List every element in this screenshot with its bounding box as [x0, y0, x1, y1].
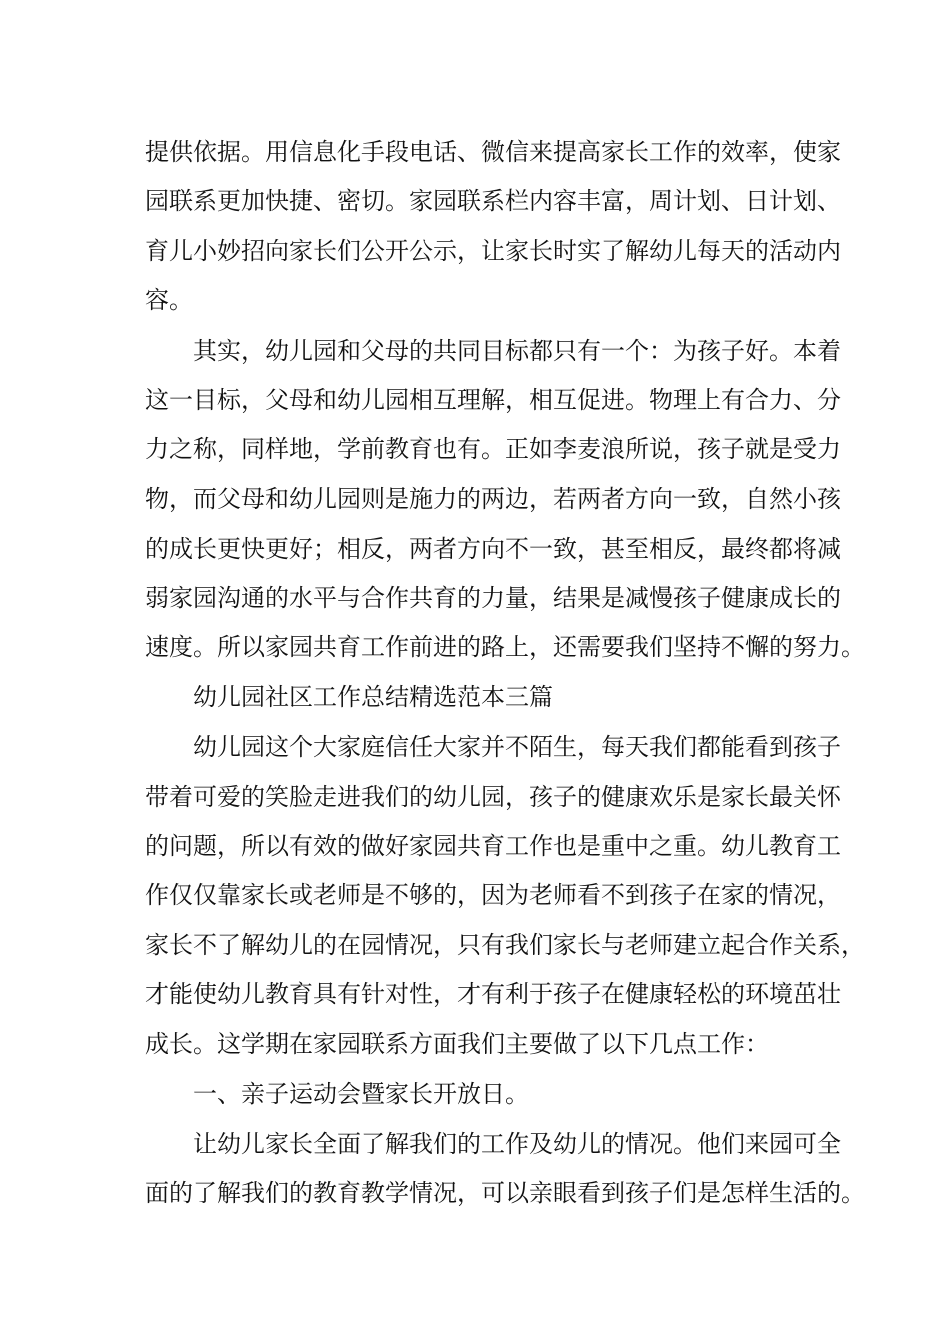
text-line: 面的了解我们的教育教学情况，可以亲眼看到孩子们是怎样生活的。 [145, 1179, 865, 1207]
text-line: 园联系更加快捷、密切。家园联系栏内容丰富，周计划、日计划、 [145, 187, 841, 215]
list-heading: 一、亲子运动会暨家长开放日。 [193, 1080, 529, 1108]
text-line: 家长不了解幼儿的在园情况，只有我们家长与老师建立起合作关系， [145, 931, 865, 959]
text-line: 让幼儿家长全面了解我们的工作及幼儿的情况。他们来园可全 [193, 1130, 841, 1158]
text-line: 带着可爱的笑脸走进我们的幼儿园，孩子的健康欢乐是家长最关怀 [145, 783, 841, 811]
text-line: 力之称，同样地，学前教育也有。正如李麦浪所说，孩子就是受力 [145, 435, 841, 463]
text-line: 的成长更快更好；相反，两者方向不一致，甚至相反，最终都将减 [145, 535, 841, 563]
text-line: 其实，幼儿园和父母的共同目标都只有一个：为孩子好。本着 [193, 337, 841, 365]
text-line: 物，而父母和幼儿园则是施力的两边，若两者方向一致，自然小孩 [145, 485, 841, 513]
text-line: 育儿小妙招向家长们公开公示，让家长时实了解幼儿每天的活动内 [145, 237, 841, 265]
text-line: 作仅仅靠家长或老师是不够的，因为老师看不到孩子在家的情况， [145, 881, 841, 909]
text-line: 提供依据。用信息化手段电话、微信来提高家长工作的效率，使家 [145, 138, 841, 166]
text-line: 才能使幼儿教育具有针对性，才有利于孩子在健康轻松的环境茁壮 [145, 980, 841, 1008]
text-line: 幼儿园这个大家庭信任大家并不陌生，每天我们都能看到孩子 [193, 733, 841, 761]
text-line: 这一目标，父母和幼儿园相互理解，相互促进。物理上有合力、分 [145, 386, 841, 414]
text-line: 速度。所以家园共育工作前进的路上，还需要我们坚持不懈的努力。 [145, 633, 865, 661]
text-line: 容。 [145, 286, 193, 314]
text-line: 成长。这学期在家园联系方面我们主要做了以下几点工作： [145, 1030, 769, 1058]
text-line: 弱家园沟通的水平与合作共育的力量，结果是减慢孩子健康成长的 [145, 584, 841, 612]
section-heading: 幼儿园社区工作总结精选范本三篇 [193, 683, 553, 711]
text-line: 的问题，所以有效的做好家园共育工作也是重中之重。幼儿教育工 [145, 832, 841, 860]
